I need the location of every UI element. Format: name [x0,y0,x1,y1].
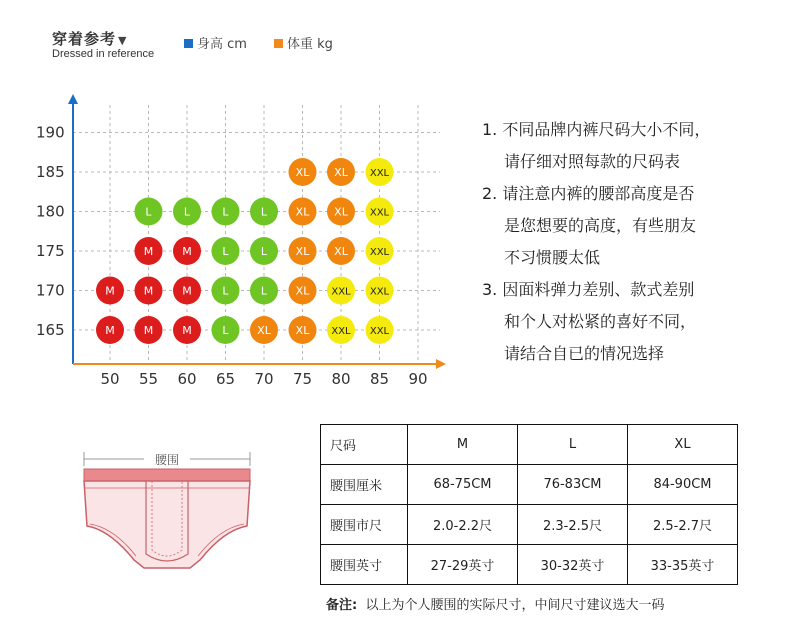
x-tick-label: 55 [138,370,159,388]
table-header-cell: L [518,425,628,465]
note-line: 2. 请注意内裤的腰部高度是否 [482,184,695,203]
waist-label: 腰围 [154,453,180,467]
note-line: 3. 因面料弹力差别、款式差别 [482,280,695,299]
y-tick-label: 180 [36,202,65,221]
triangle-down-icon: ▼ [118,34,127,47]
table-row [321,545,738,585]
table-header-cell: 尺码 [321,425,408,465]
footnote-label: 备注: [326,598,358,613]
y-tick-label: 185 [36,163,65,181]
size-point-label: L [260,284,268,298]
size-point-label: M [143,245,154,258]
table-header-cell: XL [628,425,738,465]
table-cell: 84-90CM [628,465,738,505]
chart-heading: 穿着参考 [52,30,117,48]
note-line: 是您想要的高度，有些朋友 [504,216,697,235]
x-tick-label: 70 [254,370,274,388]
size-point-label: XXL [369,326,390,337]
table-row [321,505,738,545]
table-cell: 30-32英寸 [518,545,628,585]
size-point-label: XL [295,205,310,219]
y-tick-label: 170 [36,281,65,300]
size-point-label: XL [334,245,348,258]
footnote [326,594,664,613]
size-point-label: M [182,324,192,337]
x-tick-label: 80 [331,370,351,388]
table-row [321,465,738,505]
size-point-label: XXL [369,168,390,179]
y-tick-label: 190 [36,123,65,142]
notes-list [482,114,782,370]
briefs-illustration [76,436,256,576]
note-line: 请结合自已的情况选择 [504,344,665,363]
size-point-label: L [222,205,229,219]
briefs-body [84,481,250,568]
size-point-label: XL [334,205,348,219]
size-point-label: L [260,245,268,258]
size-point-label: XL [295,324,310,337]
table-row-label: 腰围市尺 [321,505,408,545]
size-point-label: XL [257,324,271,337]
size-point-label: M [105,324,115,337]
note-line: 不习惯腰太低 [504,248,601,267]
size-point-label: M [182,284,192,298]
size-point-label: XXL [331,326,351,337]
y-tick-label: 175 [36,242,65,260]
x-axis-arrow [436,359,446,369]
size-chart [0,0,460,400]
size-point-label: XXL [369,286,390,298]
size-point-label: XL [334,166,348,179]
size-point-label: M [143,324,154,337]
size-point-label: XL [295,284,310,298]
size-point-label: XL [295,245,310,258]
table-header-cell: M [408,425,518,465]
table-row-label: 腰围英寸 [321,545,408,585]
size-table [320,424,738,585]
size-point-label: L [222,324,229,337]
size-point-label: XL [295,166,310,179]
table-cell: 68-75CM [408,465,518,505]
size-point-label: XXL [369,247,390,258]
waistband [84,469,250,481]
size-point-label: M [105,284,115,298]
y-axis-arrow [68,94,78,104]
size-point-label: L [222,245,229,258]
size-point-label: L [222,284,229,298]
table-row-label: 腰围厘米 [321,465,408,505]
x-tick-label: 75 [292,370,313,388]
x-tick-label: 65 [215,370,236,388]
table-header-row [321,425,738,465]
note-line: 和个人对松紧的喜好不同， [504,312,697,331]
table-cell: 2.0-2.2尺 [408,505,518,545]
x-tick-label: 85 [369,370,390,388]
x-tick-label: 60 [177,370,197,388]
size-point-label: M [182,245,192,258]
size-point-label: M [143,284,154,298]
size-point-label: XXL [369,207,390,219]
table-cell: 2.5-2.7尺 [628,505,738,545]
y-tick-label: 165 [36,321,65,339]
x-tick-label: 50 [100,370,120,388]
size-point-label: L [183,205,191,219]
note-line: 请仔细对照每款的尺码表 [504,152,681,171]
legend-height-label: 身高 cm [197,37,247,52]
size-point-label: XXL [331,286,351,298]
table-cell: 2.3-2.5尺 [518,505,628,545]
table-cell: 27-29英寸 [408,545,518,585]
note-line: 1. 不同品牌内裤尺码大小不同， [482,120,711,139]
size-point-label: L [260,205,268,219]
table-cell: 33-35英寸 [628,545,738,585]
footnote-text: 以上为个人腰围的实际尺寸，中间尺寸建议选大一码 [365,598,665,613]
size-point-label: L [145,205,152,219]
table-cell: 76-83CM [518,465,628,505]
legend-weight-label: 体重 kg [287,37,333,52]
chart-heading-english: Dressed in reference [52,48,155,60]
x-tick-label: 90 [408,370,428,388]
